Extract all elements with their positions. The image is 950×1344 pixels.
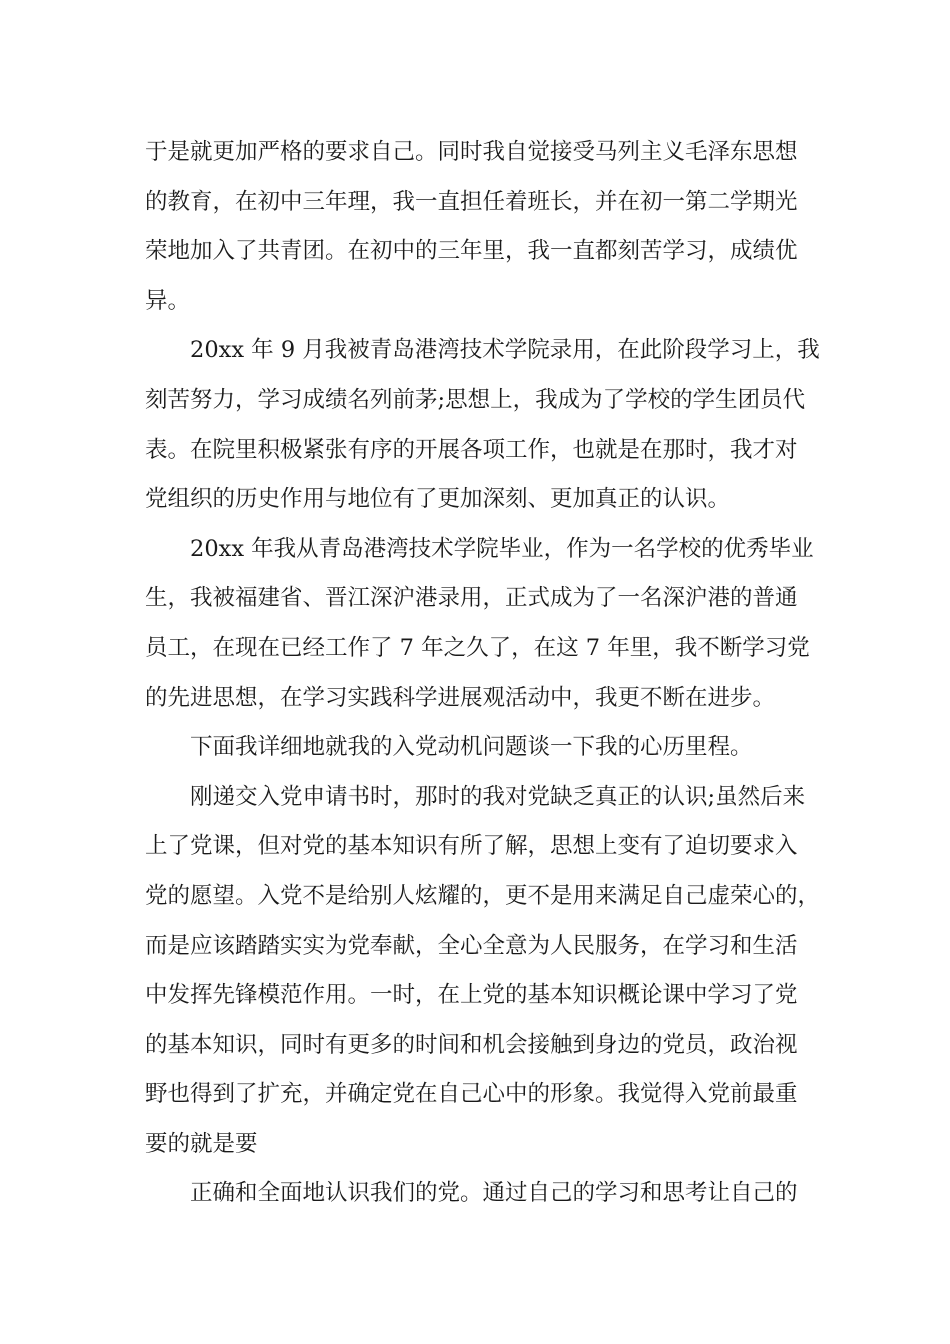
text-line: 的先进思想，在学习实践科学进展观活动中，我更不断在进步。 [145,684,776,711]
text-line: 要的就是要 [145,1130,258,1157]
document-body [145,128,825,1219]
text-line: 正确和全面地认识我们的党。通过自己的学习和思考让自己的 [190,1180,798,1207]
text-line: 20xx 年 9 月我被青岛港湾技术学院录用，在此阶段学习上，我 [190,337,820,364]
text-line: 员工，在现在已经工作了 7 年之久了，在这 7 年里，我不断学习党 [145,634,810,661]
text-line: 中发挥先锋模范作用。一时，在上党的基本知识概论课中学习了党 [145,982,798,1009]
text-line: 上了党课，但对党的基本知识有所了解，思想上变有了迫切要求入 [145,833,798,860]
text-line: 的基本知识，同时有更多的时间和机会接触到身边的党员，政治视 [145,1031,798,1058]
text-line: 20xx 年我从青岛港湾技术学院毕业，作为一名学校的优秀毕业 [190,535,814,562]
text-line: 而是应该踏踏实实为党奉献，全心全意为人民服务，在学习和生活 [145,932,798,959]
text-line: 表。在院里积极紧张有序的开展各项工作，也就是在那时，我才对 [145,436,798,463]
text-line: 异。 [145,287,191,314]
text-line: 荣地加入了共青团。在初中的三年里，我一直都刻苦学习，成绩优 [145,238,798,265]
text-line: 刚递交入党申请书时，那时的我对党缺乏真正的认识;虽然后来 [190,783,806,810]
text-line: 下面我详细地就我的入党动机问题谈一下我的心历里程。 [190,734,753,761]
text-line: 于是就更加严格的要求自己。同时我自觉接受马列主义毛泽东思想 [145,139,798,165]
text-line: 党组织的历史作用与地位有了更加深刻、更加真正的认识。 [145,486,731,513]
text-line: 刻苦努力，学习成绩名列前茅;思想上，我成为了学校的学生团员代 [145,386,806,413]
text-line: 生，我被福建省、晋江深沪港录用，正式成为了一名深沪港的普通 [145,585,798,612]
text-line: 的教育，在初中三年理，我一直担任着班长，并在初一第二学期光 [145,188,798,215]
text-line: 野也得到了扩充，并确定党在自己心中的形象。我觉得入党前最重 [145,1081,798,1108]
text-line: 党的愿望。入党不是给别人炫耀的，更不是用来满足自己虚荣心的， [145,882,821,909]
